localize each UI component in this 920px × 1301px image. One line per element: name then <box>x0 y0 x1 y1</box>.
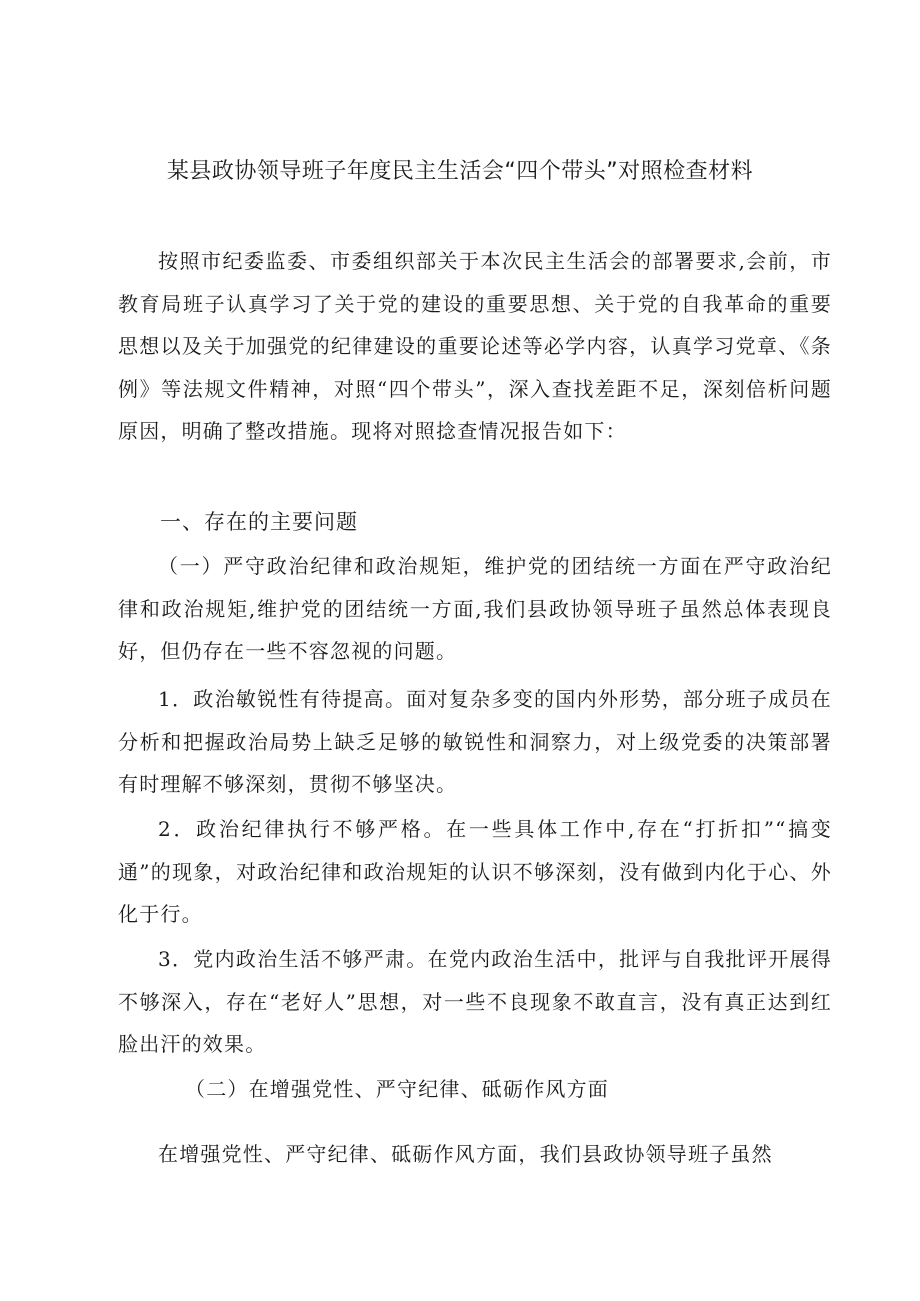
section-heading-main-problems: 一、存在的主要问题 <box>160 510 358 534</box>
subsection-2-paragraph <box>118 1133 832 1176</box>
subsection-1-paragraph <box>118 545 832 673</box>
subsection-2-heading: （二）在增强党性、严守纪律、砥砺作风方面 <box>185 1077 609 1101</box>
item-2-text: 2．政治纪律执行不够严格。在一些具体工作中,存在“打折扣”“搞变通”的现象，对政治纪律和政治规矩的认识不够深刻，没有做到内化于心、外化于行。 <box>118 817 832 926</box>
item-1-text: 1．政治敏锐性有待提高。面对复杂多变的国内外形势，部分班子成员在分析和把握政治局势上缺乏足够的敏锐性和洞察力，对上级党委的决策部署有时理解不够深刻，贯彻不够坚决。 <box>118 687 832 796</box>
item-2-paragraph <box>118 808 832 936</box>
subsection-1-text: （一）严守政治纪律和政治规矩，维护党的团结统一方面在严守政治纪律和政治规矩,维护党的团结统一方面,我们县政协领导班子虽然总体表现良好，但仍存在一些不容忽视的问题。 <box>118 554 832 663</box>
intro-text: 按照市纪委监委、市委组织部关于本次民主生活会的部署要求,会前，市教育局班子认真学习了关于党的建设的重要思想、关于党的自我革命的重要思想以及关于加强党的纪律建设的重要论述等必学内容，认真学习党章、《条例》等法规文件精神，对照“四个带头”，深入查找差距不足，深刻倍析问题原因，明确了整改措施。现将对照捻查情况报告如下： <box>118 249 832 443</box>
item-3-text: 3．党内政治生活不够严肃。在党内政治生活中，批评与自我批评开展得不够深入，存在“老好人”思想，对一些不良现象不敢直言，没有真正达到红脸出汗的效果。 <box>118 947 832 1056</box>
intro-paragraph <box>118 240 832 453</box>
subsection-2-text: 在增强党性、严守纪律、砥砺作风方面，我们县政协领导班子虽然 <box>158 1142 773 1166</box>
item-1-paragraph <box>118 678 832 806</box>
document-title: 某县政协领导班子年度民主生活会“四个带头”对照检查材料 <box>166 159 754 184</box>
item-3-paragraph <box>118 938 832 1066</box>
